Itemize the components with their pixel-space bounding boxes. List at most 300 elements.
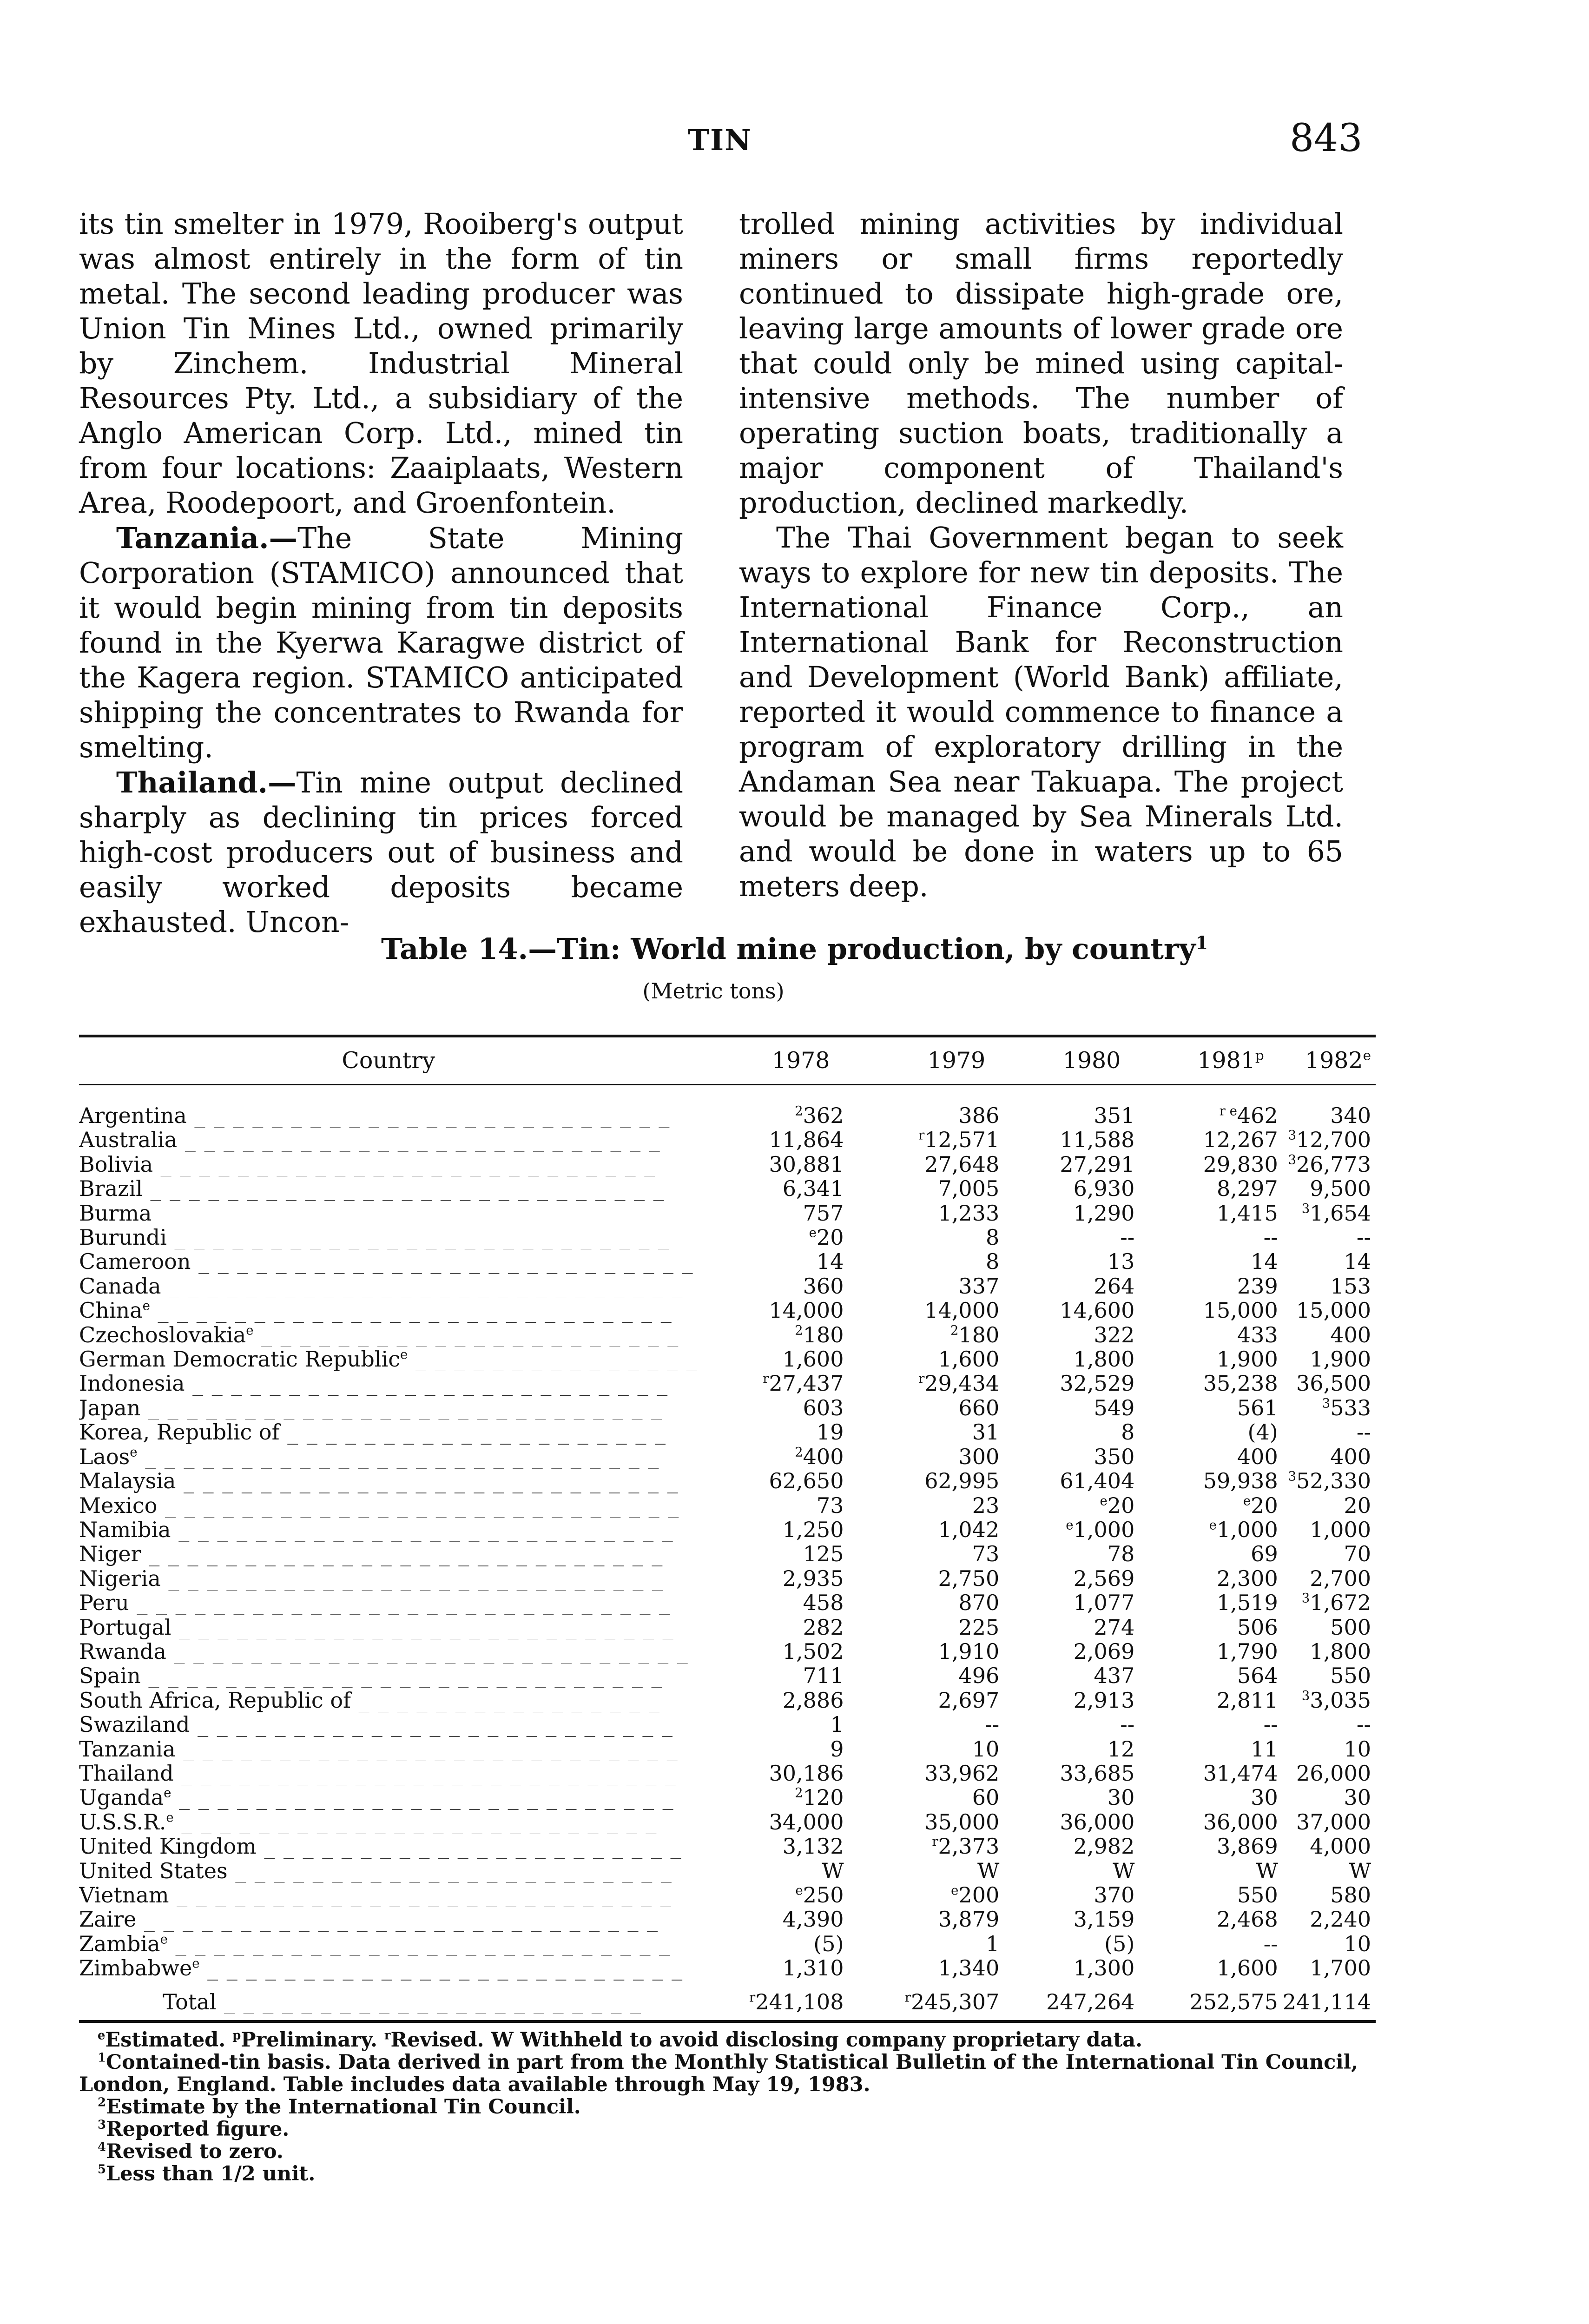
- value-cell: [1283, 1956, 1376, 1980]
- table-row: [79, 1542, 1376, 1566]
- value-cell: [1004, 1128, 1139, 1152]
- column-header-country: [79, 1037, 698, 1085]
- legend-text: W Withheld to avoid disclosing company proprietary data.: [491, 2028, 1143, 2052]
- country-cell: [79, 1639, 698, 1664]
- value-cell: [1283, 1518, 1376, 1542]
- country-name: Nigeria: [79, 1566, 161, 1591]
- value-text: 26,773: [1296, 1151, 1371, 1177]
- value-text: 10: [1344, 1931, 1371, 1956]
- value-text: 564: [1237, 1663, 1278, 1689]
- value-cell: [1139, 1981, 1282, 2014]
- value-text: 1,415: [1217, 1200, 1278, 1226]
- value-cell: [1139, 1956, 1282, 1980]
- value-note: 2: [795, 1444, 803, 1460]
- value-text: 35,000: [924, 1809, 1000, 1835]
- running-head: TIN: [688, 123, 752, 157]
- value-text: 14,000: [924, 1298, 1000, 1323]
- value-text: 73: [972, 1541, 1000, 1567]
- column-header-year: [1283, 1037, 1376, 1085]
- table-row: [79, 1420, 1376, 1444]
- value-cell: [1283, 1469, 1376, 1493]
- value-text: 1,600: [1217, 1955, 1278, 1981]
- table-body: [79, 1085, 1376, 2014]
- table-row: [79, 1493, 1376, 1518]
- country-name: Mexico: [79, 1493, 158, 1518]
- value-cell: [848, 1785, 1004, 1809]
- value-text: 19: [816, 1419, 844, 1445]
- country-cell: [79, 1566, 698, 1591]
- value-text: 400: [803, 1444, 844, 1469]
- country-name: Zaire: [79, 1907, 137, 1932]
- value-text: 2,373: [938, 1834, 1000, 1859]
- value-cell: [848, 1883, 1004, 1907]
- value-cell: [1283, 1493, 1376, 1518]
- value-text: 500: [1330, 1614, 1371, 1640]
- value-cell: [1139, 1932, 1282, 1956]
- value-text: 1,790: [1217, 1638, 1278, 1664]
- value-text: 1,290: [1073, 1200, 1135, 1226]
- value-cell: [848, 1201, 1004, 1225]
- value-cell: [1004, 1152, 1139, 1176]
- value-cell: [848, 1493, 1004, 1518]
- value-text: 252,575: [1189, 1989, 1278, 2014]
- value-cell: [1004, 1785, 1139, 1809]
- country-name: Niger: [79, 1542, 141, 1566]
- country-name: Czechoslovakia: [79, 1322, 246, 1347]
- value-cell: [1139, 1834, 1282, 1858]
- value-cell: [698, 1493, 849, 1518]
- value-text: 340: [1330, 1103, 1371, 1128]
- country-cell: [79, 1176, 698, 1201]
- value-text: 8,297: [1217, 1176, 1278, 1202]
- total-label: Total: [163, 1989, 217, 2014]
- value-text: 250: [803, 1882, 844, 1908]
- value-cell: [848, 1176, 1004, 1201]
- leader-dots: _ _ _ _ _ _ _ _ _ _ _ _ _ _ _ _: [351, 1688, 660, 1713]
- value-text: 31: [972, 1419, 1000, 1445]
- country-name: German Democratic Republic: [79, 1347, 400, 1372]
- value-text: 1,000: [1310, 1517, 1371, 1542]
- value-text: 73: [816, 1492, 844, 1518]
- paragraph-text: The State Mining Corporation (STAMICO) announced that it would begin mining from tin deposits found in the Kyerwa Karagwe district of the Kagera region. STAMICO anticipated shipping the concentrates to Rwanda for smelting.: [79, 522, 683, 764]
- value-text: 2,982: [1073, 1834, 1135, 1859]
- column-header-note: p: [1255, 1047, 1264, 1063]
- value-text: 10: [1344, 1736, 1371, 1762]
- value-cell: [1283, 1981, 1376, 2014]
- footnote: [79, 2096, 1376, 2118]
- table-row: [79, 1445, 1376, 1469]
- value-cell: [1004, 1664, 1139, 1688]
- table-row: [79, 1615, 1376, 1639]
- value-cell: [848, 1591, 1004, 1615]
- country-cell: [79, 1152, 698, 1176]
- column-header-year: [698, 1037, 849, 1085]
- footnote-number: 5: [98, 2162, 106, 2177]
- value-cell: [698, 1688, 849, 1712]
- value-cell: [1283, 1883, 1376, 1907]
- value-text: 2,886: [782, 1687, 844, 1713]
- table-row: [79, 1103, 1376, 1128]
- value-cell: [1004, 1518, 1139, 1542]
- value-cell: [1283, 1932, 1376, 1956]
- value-text: 400: [1330, 1444, 1371, 1469]
- value-cell: [698, 1907, 849, 1931]
- value-text: 153: [1330, 1273, 1371, 1299]
- value-text: 59,938: [1203, 1468, 1278, 1494]
- value-cell: [698, 1152, 849, 1176]
- value-cell: [1283, 1420, 1376, 1444]
- value-text: 580: [1330, 1882, 1371, 1908]
- value-cell: [1139, 1591, 1282, 1615]
- country-name: Canada: [79, 1274, 161, 1299]
- value-text: W: [1113, 1858, 1135, 1883]
- value-cell: [698, 1761, 849, 1785]
- value-text: 60: [972, 1785, 1000, 1810]
- value-text: 1,900: [1217, 1347, 1278, 1372]
- column-header-label: 1980: [1062, 1047, 1121, 1074]
- column-header-label: 1978: [771, 1047, 830, 1074]
- value-text: 264: [1094, 1273, 1135, 1299]
- table-row: [79, 1274, 1376, 1298]
- value-text: 70: [1344, 1541, 1371, 1567]
- value-note: 3: [1288, 1468, 1297, 1484]
- value-text: 4,390: [782, 1907, 844, 1932]
- value-cell: [1139, 1323, 1282, 1347]
- value-note: e: [1209, 1517, 1217, 1533]
- value-cell: [1283, 1201, 1376, 1225]
- country-cell: [79, 1664, 698, 1688]
- value-cell: [1004, 1396, 1139, 1420]
- value-cell: [1139, 1493, 1282, 1518]
- value-cell: [1004, 1810, 1139, 1834]
- value-cell: [848, 1103, 1004, 1128]
- value-cell: [1139, 1128, 1282, 1152]
- value-text: 4,000: [1310, 1834, 1371, 1859]
- table-row: [79, 1883, 1376, 1907]
- value-text: 245,307: [911, 1989, 1000, 2014]
- value-text: 437: [1094, 1663, 1135, 1689]
- table-row: [79, 1396, 1376, 1420]
- table-row: [79, 1785, 1376, 1809]
- value-cell: [1004, 1469, 1139, 1493]
- table-row: [79, 1347, 1376, 1371]
- value-cell: [1139, 1810, 1282, 1834]
- value-cell: [1004, 1225, 1139, 1249]
- value-note: r: [918, 1128, 925, 1143]
- value-cell: [698, 1639, 849, 1664]
- country-name: Vietnam: [79, 1883, 169, 1908]
- value-cell: [1139, 1469, 1282, 1493]
- value-cell: [1139, 1225, 1282, 1249]
- leader-dots: _ _ _ _ _ _ _ _ _ _ _ _ _ _ _ _ _ _ _ _ _ _ _ _ _ _: [171, 1517, 674, 1542]
- production-table: [79, 1037, 1376, 2014]
- country-cell: [79, 1225, 698, 1249]
- value-cell: [848, 1469, 1004, 1493]
- value-text: 78: [1107, 1541, 1135, 1567]
- value-cell: [1283, 1225, 1376, 1249]
- leader-dots: _ _ _ _ _ _ _ _ _ _ _ _ _ _ _ _ _ _ _ _ _ _ _ _ _ _ _: [150, 1298, 673, 1323]
- table-spacer: [79, 1085, 1376, 1103]
- value-text: (5): [813, 1931, 844, 1956]
- value-note: e: [1066, 1517, 1074, 1533]
- value-cell: [1004, 1591, 1139, 1615]
- page-number: 843: [1290, 116, 1363, 160]
- leader-dots: _ _ _ _ _ _ _ _ _ _ _ _ _ _ _: [408, 1347, 698, 1372]
- value-note: e: [809, 1225, 817, 1241]
- leader-dots: _ _ _ _ _ _ _ _ _ _ _ _ _ _ _ _ _ _ _ _ _ _ _ _ _ _ _ _: [129, 1591, 671, 1615]
- value-text: 14: [1344, 1249, 1371, 1274]
- value-cell: [1139, 1249, 1282, 1274]
- leader-dots: _ _ _ _ _ _ _ _ _ _ _ _ _ _ _ _ _ _ _ _ _ _ _ _ _ _ _: [140, 1664, 663, 1688]
- table-row: [79, 1664, 1376, 1688]
- value-text: 26,000: [1296, 1760, 1371, 1786]
- value-cell: [848, 1298, 1004, 1322]
- footnote-text: Revised to zero.: [105, 2140, 284, 2163]
- value-text: 27,648: [924, 1151, 1000, 1177]
- value-cell: [698, 1518, 849, 1542]
- country-cell: [79, 1469, 698, 1493]
- left-column: [79, 207, 683, 940]
- value-text: 386: [958, 1103, 1000, 1128]
- value-text: 34,000: [769, 1809, 844, 1835]
- value-cell: [848, 1274, 1004, 1298]
- country-cell: [79, 1323, 698, 1347]
- country-cell: [79, 1688, 698, 1712]
- value-cell: [1004, 1103, 1139, 1128]
- country-name: Rwanda: [79, 1639, 166, 1664]
- column-header-label: 1979: [927, 1047, 986, 1074]
- left-paragraph-1: [79, 207, 683, 521]
- leader-dots: _ _ _ _ _ _ _ _ _ _ _ _ _ _ _ _ _ _ _ _ _ _ _ _ _ _ _: [161, 1274, 684, 1299]
- value-cell: [848, 1566, 1004, 1591]
- value-text: 2,697: [938, 1687, 1000, 1713]
- value-cell: [698, 1932, 849, 1956]
- value-cell: [1004, 1834, 1139, 1858]
- value-cell: [1139, 1420, 1282, 1444]
- value-note: e: [795, 1882, 803, 1898]
- value-text: 33,962: [924, 1760, 1000, 1786]
- value-note: e: [1100, 1493, 1108, 1509]
- value-text: 496: [958, 1663, 1000, 1689]
- value-text: 2,300: [1217, 1565, 1278, 1591]
- value-text: 12,571: [924, 1127, 1000, 1153]
- value-text: 6,341: [782, 1176, 844, 1202]
- value-text: 362: [803, 1103, 844, 1128]
- value-cell: [1283, 1907, 1376, 1931]
- column-header-year: [1004, 1037, 1139, 1085]
- value-note: 2: [795, 1322, 803, 1338]
- leader-dots: _ _ _ _ _ _ _ _ _ _ _ _ _ _ _ _ _ _ _ _ _ _ _ _ _ _ _: [140, 1395, 663, 1420]
- value-text: 200: [958, 1882, 1000, 1908]
- value-text: 2,069: [1073, 1638, 1135, 1664]
- footnote-number: 3: [98, 2118, 106, 2132]
- leader-dots: _ _ _ _ _ _ _ _ _ _ _ _ _ _ _ _ _ _ _ _ _ _ _ _ _: [190, 1712, 674, 1737]
- value-cell: [848, 1347, 1004, 1371]
- value-cell: [1139, 1859, 1282, 1883]
- country-name: Zimbabwe: [79, 1956, 192, 1981]
- value-text: 6,930: [1073, 1176, 1135, 1202]
- value-text: 506: [1237, 1614, 1278, 1640]
- table-units: (Metric tons): [642, 978, 785, 1004]
- footnote-text: Contained-tin basis. Data derived in part from the Monthly Statistical Bulletin of the International Tin Council, London, England. Table includes data available through May 19, 1983.: [79, 2051, 1358, 2096]
- value-text: (4): [1247, 1419, 1278, 1445]
- value-text: 36,500: [1296, 1371, 1371, 1396]
- country-cell: [79, 1907, 698, 1931]
- value-cell: [1283, 1859, 1376, 1883]
- table-row: [79, 1834, 1376, 1858]
- value-cell: [698, 1591, 849, 1615]
- total-label-cell: [79, 1981, 698, 2014]
- value-cell: [1004, 1712, 1139, 1736]
- leader-dots: _ _ _ _ _ _ _ _ _ _ _ _ _ _ _ _ _ _ _ _ _ _ _ _ _ _: [171, 1615, 674, 1639]
- footnote-legend: [79, 2029, 1376, 2051]
- value-cell: [1283, 1103, 1376, 1128]
- value-text: 2,935: [782, 1565, 844, 1591]
- value-text: 1,340: [938, 1955, 1000, 1981]
- value-cell: [1283, 1615, 1376, 1639]
- value-note: r: [918, 1371, 925, 1387]
- value-text: 11,864: [769, 1127, 844, 1153]
- leader-dots: _ _ _ _ _ _ _ _ _ _ _ _ _ _ _ _ _ _ _ _ _ _ _ _ _ _: [167, 1931, 671, 1956]
- value-cell: [848, 1639, 1004, 1664]
- value-cell: [848, 1225, 1004, 1249]
- country-cell: [79, 1371, 698, 1395]
- value-text: 20: [1344, 1492, 1371, 1518]
- value-cell: [1283, 1152, 1376, 1176]
- country-cell: [79, 1542, 698, 1566]
- value-cell: [698, 1445, 849, 1469]
- country-name: Bolivia: [79, 1152, 153, 1177]
- value-cell: [1139, 1274, 1282, 1298]
- value-cell: [1283, 1810, 1376, 1834]
- value-cell: [698, 1615, 849, 1639]
- value-cell: [1283, 1176, 1376, 1201]
- column-header-label: 1981: [1197, 1047, 1255, 1074]
- leader-dots: _ _ _ _ _ _ _ _ _ _ _ _ _ _ _ _ _ _ _ _ _ _ _ _ _ _ _: [137, 1444, 660, 1469]
- value-cell: [1283, 1445, 1376, 1469]
- value-cell: [848, 1249, 1004, 1274]
- country-cell: [79, 1201, 698, 1225]
- table-row: [79, 1932, 1376, 1956]
- country-cell: [79, 1712, 698, 1736]
- value-cell: [1283, 1298, 1376, 1322]
- value-note: 2: [950, 1322, 959, 1338]
- country-cell: [79, 1834, 698, 1858]
- value-cell: [1004, 1615, 1139, 1639]
- value-text: 247,264: [1046, 1989, 1135, 2014]
- value-cell: [848, 1956, 1004, 1980]
- value-text: 29,830: [1203, 1151, 1278, 1177]
- value-text: 2,750: [938, 1565, 1000, 1591]
- value-text: 757: [803, 1200, 844, 1226]
- value-text: 1: [985, 1931, 1000, 1956]
- value-cell: [1283, 1347, 1376, 1371]
- value-text: --: [1263, 1712, 1278, 1737]
- footnote: [79, 2140, 1376, 2163]
- value-text: 9: [830, 1736, 844, 1762]
- country-note: e: [400, 1347, 408, 1362]
- right-paragraph-2: [739, 521, 1343, 904]
- table-row: [79, 1956, 1376, 1980]
- value-text: 15,000: [1296, 1298, 1371, 1323]
- value-text: 1: [830, 1712, 844, 1737]
- value-cell: [1004, 1932, 1139, 1956]
- table-row: [79, 1810, 1376, 1834]
- footnote-number: 4: [98, 2140, 106, 2154]
- country-name: Argentina: [79, 1103, 187, 1128]
- column-header-note: e: [1363, 1047, 1371, 1063]
- value-text: 23: [972, 1492, 1000, 1518]
- value-cell: [848, 1615, 1004, 1639]
- country-name: Laos: [79, 1444, 130, 1469]
- table-row: [79, 1688, 1376, 1712]
- value-cell: [1004, 1688, 1139, 1712]
- column-header-label: 1982: [1305, 1047, 1363, 1074]
- value-text: 370: [1094, 1882, 1135, 1908]
- value-text: 1,672: [1310, 1590, 1371, 1616]
- footnote: [79, 2051, 1376, 2096]
- leader-dots: _ _ _ _ _ _ _ _ _ _ _ _ _ _ _ _ _ _ _ _ _ _ _ _ _ _ _: [157, 1493, 680, 1518]
- country-cell: [79, 1396, 698, 1420]
- value-cell: [1283, 1542, 1376, 1566]
- value-text: 360: [803, 1273, 844, 1299]
- value-cell: [1283, 1396, 1376, 1420]
- value-cell: [1004, 1639, 1139, 1664]
- value-text: 29,434: [924, 1371, 1000, 1396]
- leader-dots: _ _ _ _ _ _ _ _ _ _ _ _ _ _ _ _ _ _ _ _ _ _ _ _ _ _: [173, 1761, 677, 1786]
- value-cell: [698, 1371, 849, 1395]
- value-cell: [1004, 1761, 1139, 1785]
- value-text: 3,132: [782, 1834, 844, 1859]
- value-text: 1,600: [782, 1347, 844, 1372]
- paragraph-text: trolled mining activities by individual miners or small firms reportedly continued to dissipate high-grade ore, leaving large amounts of lower grade ore that could only be mined using capital-intensive methods. The number of operating suction boats, traditionally a major component of Thailand's production, declined markedly.: [739, 207, 1343, 520]
- value-text: 62,650: [769, 1468, 844, 1494]
- country-name: United Kingdom: [79, 1834, 257, 1859]
- country-name: Brazil: [79, 1176, 143, 1201]
- legend-text: Estimated.: [105, 2028, 226, 2052]
- table-row: [79, 1371, 1376, 1395]
- value-cell: [1004, 1883, 1139, 1907]
- value-cell: [848, 1152, 1004, 1176]
- country-cell: [79, 1615, 698, 1639]
- value-cell: [848, 1664, 1004, 1688]
- leader-dots: _ _ _ _ _ _ _ _ _ _ _ _ _ _ _ _ _ _ _ _: [279, 1420, 667, 1445]
- value-text: 20: [1107, 1492, 1135, 1518]
- value-cell: [1139, 1518, 1282, 1542]
- value-text: 433: [1237, 1322, 1278, 1347]
- value-text: 337: [958, 1273, 1000, 1299]
- value-cell: [1283, 1834, 1376, 1858]
- value-text: 1,519: [1217, 1590, 1278, 1616]
- value-cell: [1004, 1274, 1139, 1298]
- value-text: 458: [803, 1590, 844, 1616]
- country-name: South Africa, Republic of: [79, 1688, 351, 1713]
- value-text: 69: [1251, 1541, 1278, 1567]
- country-name: Burma: [79, 1201, 152, 1226]
- value-text: 241,108: [755, 1989, 844, 2014]
- value-text: 31,474: [1203, 1760, 1278, 1786]
- value-text: 36,000: [1060, 1809, 1135, 1835]
- value-cell: [848, 1323, 1004, 1347]
- table-row: [79, 1712, 1376, 1736]
- table-bottom-rule: [79, 2020, 1376, 2023]
- value-text: 35,238: [1203, 1371, 1278, 1396]
- value-cell: [1139, 1152, 1282, 1176]
- value-cell: [1139, 1396, 1282, 1420]
- value-note: 3: [1288, 1128, 1297, 1143]
- country-name: Namibia: [79, 1517, 171, 1542]
- value-text: 8: [985, 1225, 1000, 1250]
